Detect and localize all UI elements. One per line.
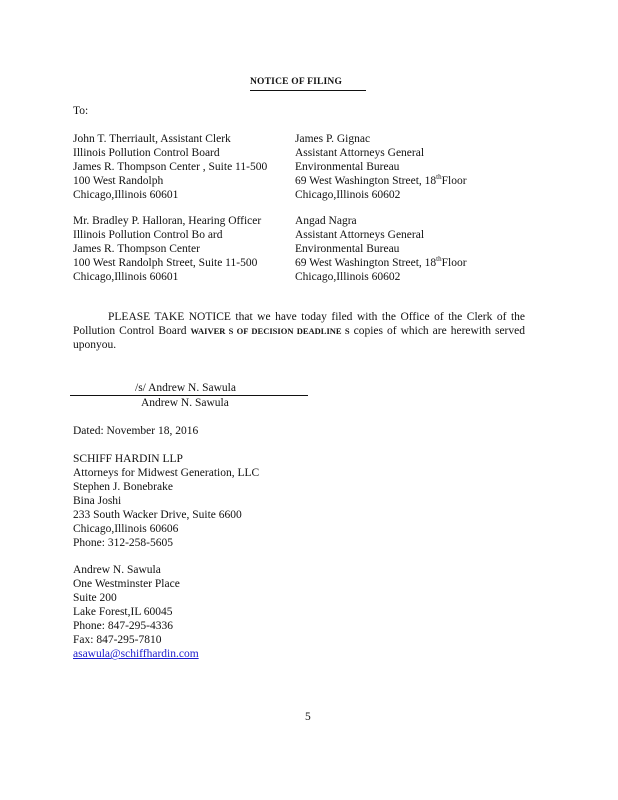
contact-line: Andrew N. Sawula xyxy=(73,564,161,576)
recipient-line: 100 West Randolph Street, Suite 11-500 xyxy=(73,257,258,269)
floor-text: Floor xyxy=(441,175,467,187)
floor-text: Floor xyxy=(441,257,467,269)
signer-name: Andrew N. Sawula xyxy=(141,397,229,409)
recipient-block xyxy=(73,214,261,284)
ordinal-suffix: th xyxy=(436,173,442,182)
contact-line: Phone: 847-295-4336 xyxy=(73,620,173,632)
recipient-line: Angad Nagra xyxy=(295,215,357,227)
recipient-address-line xyxy=(295,256,467,270)
firm-block xyxy=(73,452,259,550)
firm-line: Bina Joshi xyxy=(73,495,122,507)
firm-line: SCHIFF HARDIN LLP xyxy=(73,453,183,465)
notice-text-1: PLEASE TAKE NOTICE that we have today filed with the Office of the Clerk of the Pollution Control Board xyxy=(73,311,525,337)
recipient-line: Environmental Bureau xyxy=(295,243,400,255)
contact-line: Lake Forest,IL 60045 xyxy=(73,606,173,618)
to-label: To: xyxy=(73,105,89,117)
recipient-block xyxy=(73,132,267,202)
recipient-address-line xyxy=(295,174,467,188)
recipient-line: Chicago,Illinois 60602 xyxy=(295,271,401,283)
recipient-line: Illinois Pollution Control Board xyxy=(73,147,220,159)
recipient-line: James P. Gignac xyxy=(295,133,371,145)
recipient-line: Assistant Attorneys General xyxy=(295,229,425,241)
notice-paragraph xyxy=(73,310,525,352)
recipient-line: James R. Thompson Center xyxy=(73,243,200,255)
contact-block xyxy=(73,563,199,661)
recipient-block xyxy=(295,132,467,202)
address-text: 69 West Washington Street, 18 xyxy=(295,257,437,269)
recipient-line: Mr. Bradley P. Halloran, Hearing Officer xyxy=(73,215,262,227)
recipient-line: Illinois Pollution Control Bo ard xyxy=(73,229,223,241)
recipient-line: John T. Therriault, Assistant Clerk xyxy=(73,133,231,145)
recipient-line: James R. Thompson Center , Suite 11-500 xyxy=(73,161,268,173)
notice-text-2: copies of which are herewith served uponyou. xyxy=(73,325,525,351)
firm-line: Attorneys for Midwest Generation, LLC xyxy=(73,467,260,479)
firm-line: Phone: 312-258-5605 xyxy=(73,537,173,549)
contact-line: Fax: 847-295-7810 xyxy=(73,634,162,646)
document-title: NOTICE OF FILING xyxy=(250,75,366,91)
page-number: 5 xyxy=(305,711,311,723)
contact-line: One Westminster Place xyxy=(73,578,180,590)
email-link[interactable]: asawula@schiffhardin.com xyxy=(73,648,199,660)
contact-line: Suite 200 xyxy=(73,592,117,604)
recipient-block xyxy=(295,214,467,284)
date-line: Dated: November 18, 2016 xyxy=(73,425,199,437)
recipient-line: Chicago,Illinois 60602 xyxy=(295,189,401,201)
recipient-line: Chicago,Illinois 60601 xyxy=(73,271,179,283)
recipient-line: Environmental Bureau xyxy=(295,161,400,173)
firm-line: 233 South Wacker Drive, Suite 6600 xyxy=(73,509,242,521)
recipient-line: Chicago,Illinois 60601 xyxy=(73,189,179,201)
ordinal-suffix: th xyxy=(436,255,442,264)
notice-document-title: WAIVER S OF DECISION DEADLINE S xyxy=(190,326,350,336)
firm-line: Chicago,Illinois 60606 xyxy=(73,523,179,535)
recipient-line: 100 West Randolph xyxy=(73,175,164,187)
electronic-signature: /s/ Andrew N. Sawula xyxy=(135,382,236,394)
recipient-line: Assistant Attorneys General xyxy=(295,147,425,159)
address-text: 69 West Washington Street, 18 xyxy=(295,175,437,187)
firm-line: Stephen J. Bonebrake xyxy=(73,481,173,493)
